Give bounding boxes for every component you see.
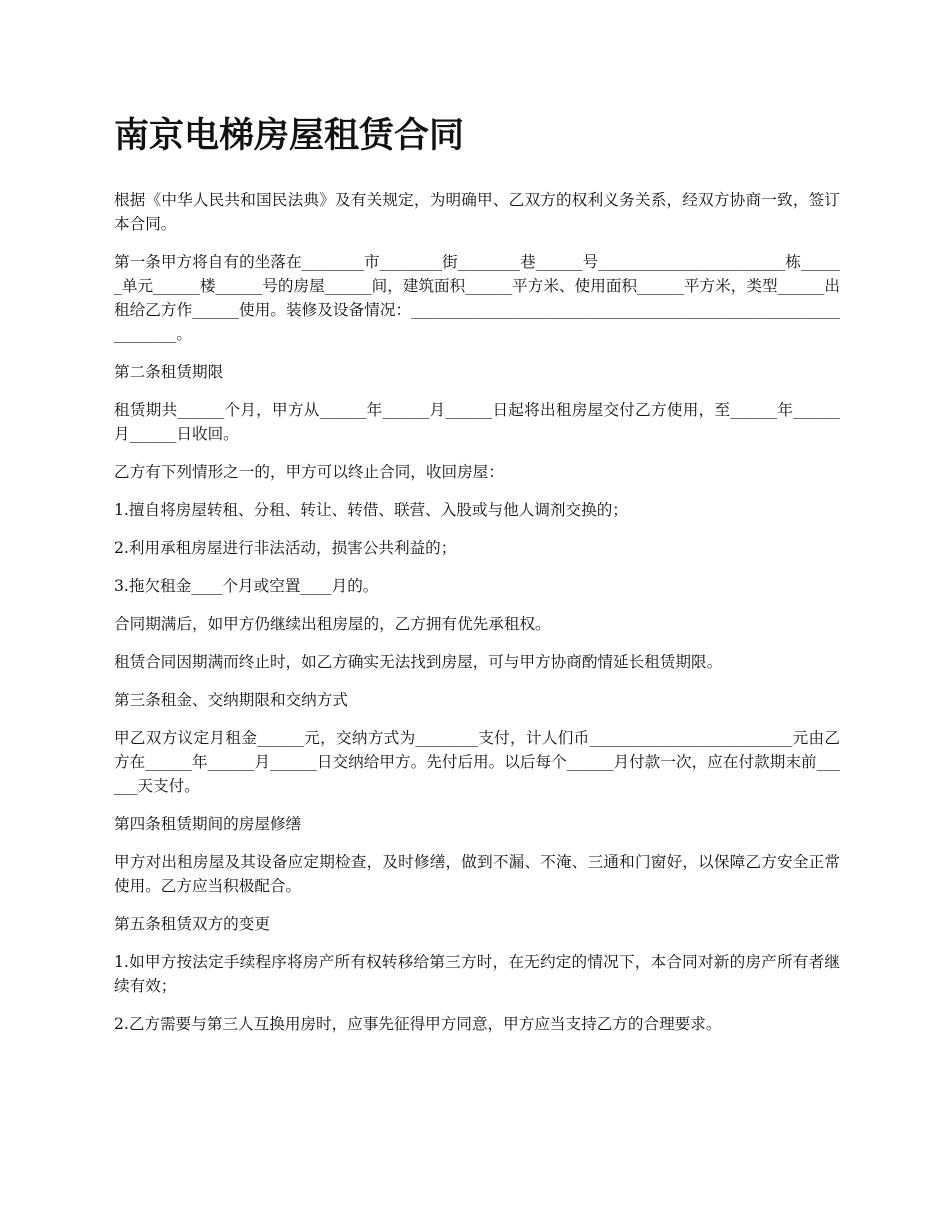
termination-intro-paragraph: 乙方有下列情形之一的，甲方可以终止合同，收回房屋： [114,463,504,481]
renewal-priority-paragraph: 合同期满后，如甲方仍继续出租房屋的，乙方拥有优先承租权。 [114,615,551,633]
article-5-heading: 第五条租赁双方的变更 [114,915,270,933]
article-4-heading: 第四条租赁期间的房屋修缮 [114,815,302,833]
article-3-heading: 第三条租金、交纳期限和交纳方式 [114,691,348,709]
document-page [114,112,840,1050]
lease-term-paragraph: 租赁期共______个月，甲方从______年______月______日起将出租房屋交付乙方使用，至______年______月______日收回。 [114,401,840,443]
extension-paragraph: 租赁合同因期满而终止时，如乙方确实无法找到房屋，可与甲方协商酌情延长租赁期限。 [114,653,723,671]
document-title: 南京电梯房屋租赁合同 [114,116,465,156]
repair-paragraph: 甲方对出租房屋及其设备应定期检查，及时修缮，做到不漏、不淹、三通和门窗好，以保障乙方安全正常使用。乙方应当积极配合。 [114,853,840,895]
change-item-2: 2.乙方需要与第三人互换用房时，应事先征得甲方同意，甲方应当支持乙方的合理要求。 [114,1015,722,1033]
termination-item-1: 1.擅自将房屋转租、分租、转让、转借、联营、入股或与他人调剂交换的； [114,501,628,519]
termination-item-2: 2.利用承租房屋进行非法活动，损害公共利益的； [114,539,457,557]
rent-payment-paragraph: 甲乙双方议定月租金______元，交纳方式为________支付，计人们币__________________________元由乙方在______年______月______日交纳给甲方。先付后用。以后每个______月付款一次，应在付款期末前______天支付。 [114,729,840,795]
article-2-heading: 第二条租赁期限 [114,363,224,381]
preamble-paragraph: 根据《中华人民共和国民法典》及有关规定，为明确甲、乙双方的权利义务关系，经双方协商一致，签订本合同。 [114,191,840,233]
article-1-paragraph: 第一条甲方将自有的坐落在________市________街________巷______号________________________栋______单元______楼______号的房屋______间，建筑面积______平方米、使用面积______平方米，类型______出租给乙方作______使用。装修及设备情况：_______________________________________________________________。 [114,253,840,343]
termination-item-3: 3.拖欠租金____个月或空置____月的。 [114,577,379,595]
change-item-1: 1.如甲方按法定手续程序将房产所有权转移给第三方时，在无约定的情况下，本合同对新的房产所有者继续有效； [114,953,840,995]
